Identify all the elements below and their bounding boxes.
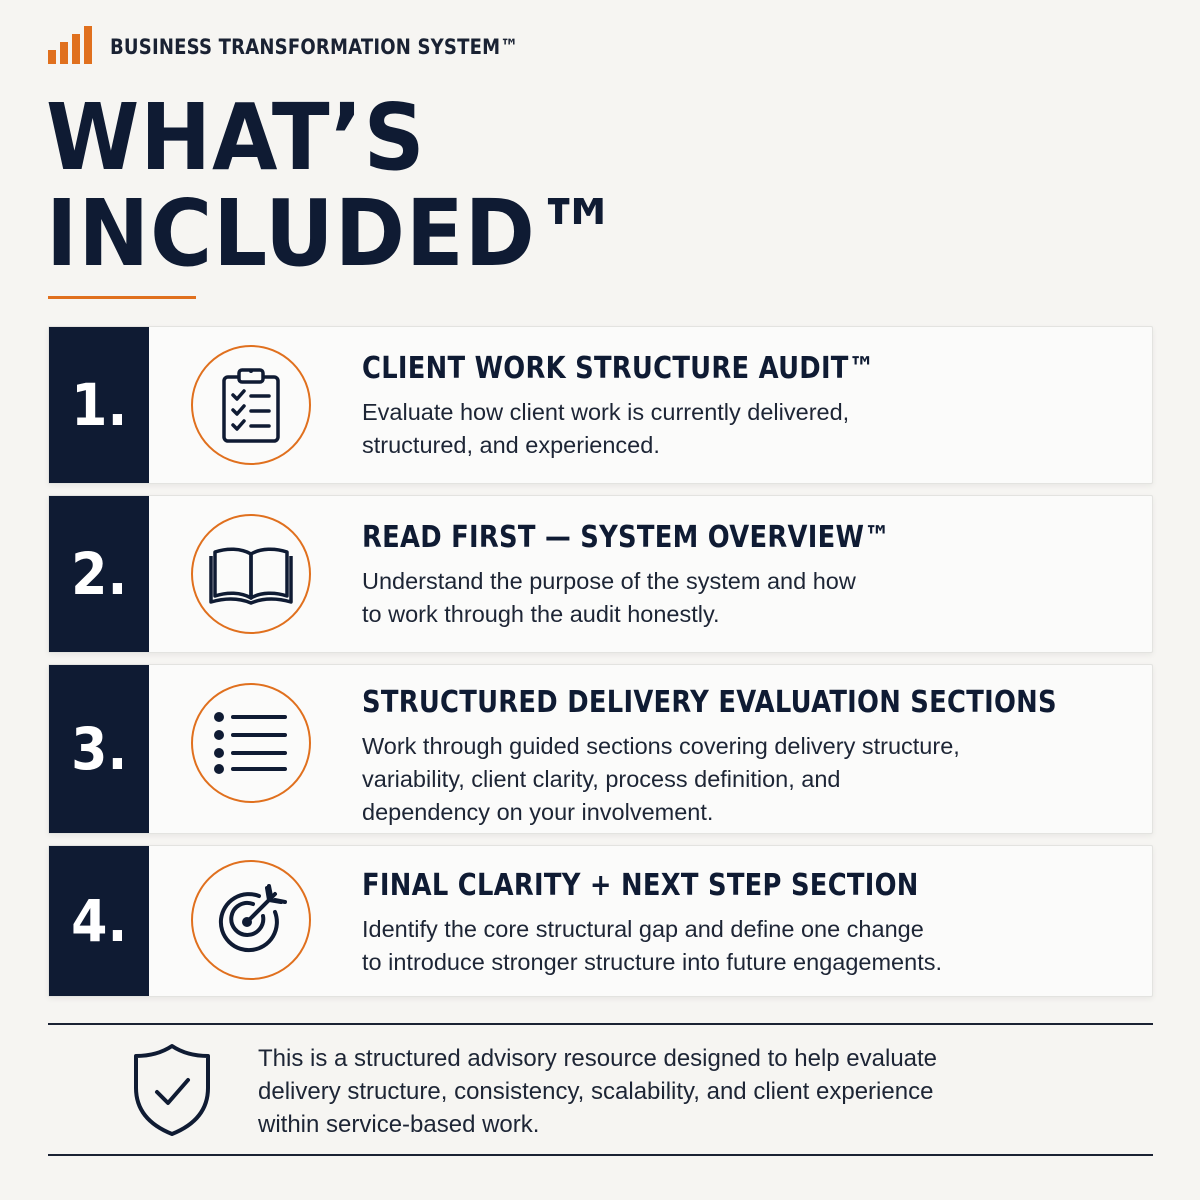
- clipboard-checklist-icon: [191, 345, 311, 465]
- shield-check-icon: [130, 1042, 214, 1138]
- title-line-1: WHAT’S: [46, 84, 426, 191]
- item-title: CLIENT WORK STRUCTURE AUDIT™: [362, 351, 875, 386]
- item-description: [362, 396, 1132, 462]
- item-title: READ FIRST — SYSTEM OVERVIEW™: [362, 520, 891, 555]
- item-number: 3.: [70, 715, 128, 783]
- item-number-badge: [49, 665, 149, 833]
- footer-note: [258, 1042, 937, 1141]
- item-content: [362, 520, 1132, 631]
- description-line: Evaluate how client work is currently delivered,: [362, 399, 850, 425]
- item-content: [362, 685, 1132, 829]
- item-number: 1.: [70, 371, 128, 439]
- description-line: dependency on your involvement.: [362, 799, 714, 825]
- included-item-3: [48, 664, 1153, 834]
- item-number: 2.: [70, 540, 128, 608]
- item-description: [362, 565, 1132, 631]
- footer-line: within service-based work.: [258, 1111, 540, 1138]
- description-line: Understand the purpose of the system and how: [362, 568, 856, 594]
- included-item-1: [48, 326, 1153, 484]
- item-content: [362, 868, 1132, 979]
- title-line-2: INCLUDED™: [46, 180, 622, 287]
- target-arrow-icon: [191, 860, 311, 980]
- brand-header: [48, 30, 585, 64]
- bar-chart-icon: [48, 30, 92, 64]
- item-number-badge: [49, 327, 149, 483]
- included-item-2: [48, 495, 1153, 653]
- description-line: Identify the core structural gap and define one change: [362, 916, 924, 942]
- footer-divider-top: [48, 1023, 1153, 1025]
- bulleted-list-icon: [191, 683, 311, 803]
- item-title: STRUCTURED DELIVERY EVALUATION SECTIONS: [362, 685, 1057, 720]
- footer-line: This is a structured advisory resource designed to help evaluate: [258, 1045, 938, 1072]
- description-line: Work through guided sections covering delivery structure,: [362, 733, 960, 759]
- footer-line: delivery structure, consistency, scalability, and client experience: [258, 1078, 934, 1105]
- description-line: to work through the audit honestly.: [362, 601, 720, 627]
- page-title: [46, 84, 622, 287]
- description-line: structured, and experienced.: [362, 432, 660, 458]
- description-line: variability, client clarity, process definition, and: [362, 766, 841, 792]
- footer-divider-bottom: [48, 1154, 1153, 1156]
- included-item-4: [48, 845, 1153, 997]
- item-description: [362, 730, 1132, 829]
- item-number-badge: [49, 496, 149, 652]
- description-line: to introduce stronger structure into future engagements.: [362, 949, 942, 975]
- item-number: 4.: [70, 887, 128, 955]
- item-description: [362, 913, 1132, 979]
- open-book-icon: [191, 514, 311, 634]
- brand-name: BUSINESS TRANSFORMATION SYSTEM™: [110, 35, 519, 59]
- title-underline: [48, 296, 196, 299]
- item-title: FINAL CLARITY + NEXT STEP SECTION: [362, 868, 919, 903]
- item-number-badge: [49, 846, 149, 996]
- item-content: [362, 351, 1132, 462]
